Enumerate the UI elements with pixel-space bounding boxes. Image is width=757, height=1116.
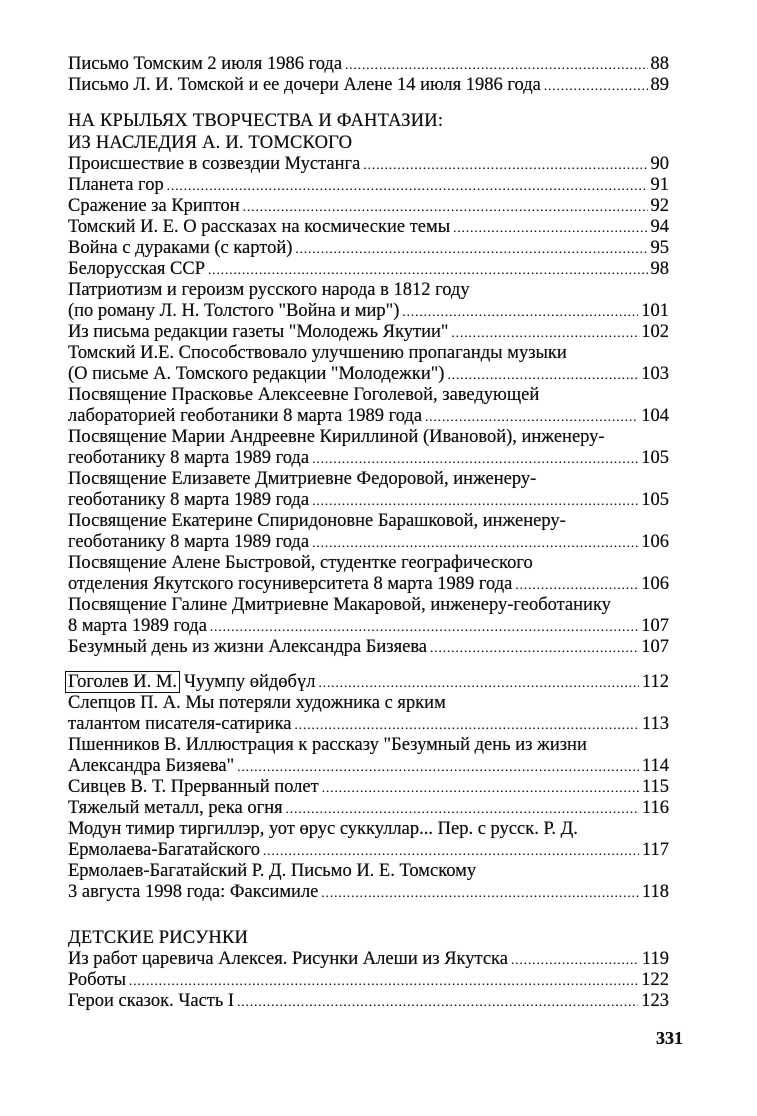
entry-page-number: 95	[650, 238, 669, 258]
entry-title-text: геоботанику 8 марта 1989 года	[68, 490, 310, 510]
entry-title	[68, 364, 444, 385]
entry-title	[68, 777, 319, 798]
entry-title-line: Посвящение Марии Андреевне Кириллиной (Ивановой), инженеру-	[68, 427, 605, 447]
entry-title-text: Томский И. Е. О рассказах на космические темы	[68, 217, 451, 237]
entry-title-row	[68, 637, 669, 658]
entry-page-number: 88	[650, 54, 669, 74]
toc-entry	[68, 970, 669, 991]
entry-title-row	[68, 616, 669, 637]
toc-section	[68, 54, 669, 96]
dot-leader	[312, 490, 638, 511]
entry-page-number: 103	[641, 364, 669, 384]
entry-page-number: 119	[641, 949, 669, 969]
entry-title-row	[68, 532, 669, 553]
entry-title-row	[68, 798, 669, 819]
entry-title	[68, 259, 205, 280]
toc-section	[68, 110, 669, 658]
entry-title	[68, 970, 126, 991]
entry-page-number: 107	[641, 637, 669, 657]
table-of-contents	[68, 54, 669, 1012]
entry-title	[68, 756, 234, 777]
toc-section	[68, 927, 669, 1012]
entry-title-line: Ермолаев-Багатайский Р. Д. Письмо И. Е. Томскому	[68, 861, 477, 881]
toc-entry	[68, 511, 669, 553]
dot-leader	[318, 672, 638, 693]
entry-title	[68, 574, 512, 595]
toc-entry	[68, 385, 669, 427]
toc-entry	[68, 861, 669, 903]
toc-entry	[68, 427, 669, 469]
toc-entry	[68, 672, 669, 693]
entry-title-text: (О письме А. Томского редакции "Молодежки")	[68, 364, 445, 384]
entry-page-number: 90	[650, 154, 669, 174]
entry-title-row	[68, 175, 669, 196]
entry-title-row	[68, 574, 669, 595]
entry-title-text: Ермолаева-Багатайского	[68, 840, 260, 860]
entry-title-row	[68, 406, 669, 427]
dot-leader	[286, 798, 639, 819]
entry-title-text: Из работ царевича Алексея. Рисунки Алеши из Якутска	[68, 949, 508, 969]
dot-leader	[237, 756, 639, 777]
entry-page-number: 123	[641, 991, 669, 1011]
entry-title-line: Посвящение Алене Быстровой, студентке географического	[68, 553, 533, 573]
section-heading: ДЕТСКИЕ РИСУНКИ	[68, 928, 249, 948]
entry-title	[68, 637, 427, 658]
entry-title	[68, 196, 240, 217]
entry-title-row	[68, 756, 669, 777]
entry-title-line: Томский И.Е. Способствовало улучшению пропаганды музыки	[68, 343, 567, 363]
entry-page-number: 94	[650, 217, 669, 237]
dot-leader	[167, 175, 648, 196]
toc-entry	[68, 777, 669, 798]
entry-title-row	[68, 672, 669, 693]
page-number: 331	[656, 1028, 683, 1048]
entry-page-number: 91	[650, 175, 669, 195]
toc-entry	[68, 175, 669, 196]
entry-page-number: 122	[641, 970, 669, 990]
entry-title-row	[68, 301, 669, 322]
entry-page-number: 106	[641, 574, 669, 594]
entry-title-row	[68, 714, 669, 735]
entry-title	[68, 406, 422, 427]
entry-title	[68, 991, 234, 1012]
entry-title-line: Пшенников В. Иллюстрация к рассказу "Безумный день из жизни	[68, 735, 587, 755]
entry-page-number: 102	[641, 322, 669, 342]
toc-entry	[68, 949, 669, 970]
entry-title-row	[68, 54, 669, 75]
entry-title	[68, 840, 260, 861]
dot-leader	[452, 322, 639, 343]
entry-title-text: геоботанику 8 марта 1989 года	[68, 532, 310, 552]
entry-title-text: Война с дураками (с картой)	[68, 238, 293, 258]
entry-title	[68, 75, 541, 96]
entry-title-text: Из письма редакции газеты "Молодежь Якутии"	[68, 322, 449, 342]
entry-page-number: 98	[650, 259, 669, 279]
entry-title-row	[68, 840, 669, 861]
toc-entry	[68, 217, 669, 238]
section-heading: НА КРЫЛЬЯХ ТВОРЧЕСТВА И ФАНТАЗИИ:	[68, 111, 444, 131]
dot-leader	[402, 301, 638, 322]
entry-title	[68, 532, 309, 553]
entry-page-number: 112	[641, 672, 669, 692]
entry-title-line: Патриотизм и героизм русского народа в 1812 году	[68, 280, 470, 300]
entry-title-row	[68, 882, 669, 903]
entry-title-row	[68, 970, 669, 991]
toc-entry	[68, 280, 669, 322]
entry-page-number: 105	[641, 490, 669, 510]
toc-entry	[68, 637, 669, 658]
entry-title-text: Чуумпу өйдөбүл	[183, 672, 316, 692]
entry-title-row	[68, 364, 669, 385]
entry-title	[68, 490, 309, 511]
entry-title-line: Посвящение Екатерине Спиридоновне Барашковой, инженеру-	[68, 511, 566, 531]
toc-entry	[68, 553, 669, 595]
toc-entry	[68, 259, 669, 280]
entry-page-number: 101	[641, 301, 669, 321]
entry-title-text: Сивцев В. Т. Прерванный полет	[68, 777, 319, 797]
entry-title-line: Посвящение Елизавете Дмитриевне Федоровой, инженеру-	[68, 469, 537, 489]
dot-leader	[295, 714, 639, 735]
dot-leader	[453, 217, 647, 238]
toc-entry	[68, 238, 669, 259]
entry-title-text: Тяжелый металл, река огня	[68, 798, 283, 818]
dot-leader	[515, 574, 638, 595]
entry-title-text: лабораторией геоботаники 8 марта 1989 года	[68, 406, 423, 426]
entry-title-row	[68, 949, 669, 970]
entry-title-text: геоботанику 8 марта 1989 года	[68, 448, 310, 468]
entry-title-line: Слепцов П. А. Мы потеряли художника с ярким	[68, 693, 446, 713]
entry-title	[68, 949, 508, 970]
entry-page-number: 106	[641, 532, 669, 552]
entry-title-text: (по роману Л. Н. Толстого "Война и мир")	[68, 301, 400, 321]
entry-title	[68, 301, 399, 322]
dot-leader	[544, 75, 648, 96]
dot-leader	[447, 364, 638, 385]
dot-leader	[312, 448, 638, 469]
entry-title	[68, 714, 292, 735]
dot-leader	[129, 970, 638, 991]
dot-leader	[322, 777, 639, 798]
entry-title	[68, 448, 309, 469]
toc-entry	[68, 819, 669, 861]
entry-page-number: 114	[641, 756, 669, 776]
entry-page-number: 115	[641, 777, 669, 797]
toc-entry	[68, 196, 669, 217]
entry-title	[68, 322, 449, 343]
entry-title	[68, 175, 164, 196]
entry-title	[68, 238, 292, 259]
dot-leader	[345, 54, 647, 75]
entry-title-row	[68, 777, 669, 798]
entry-title-text: Письмо Л. И. Томской и ее дочери Алене 14 июля 1986 года	[68, 75, 541, 95]
entry-page-number: 92	[650, 196, 669, 216]
toc-entry	[68, 735, 669, 777]
entry-title-text: Александра Бизяева"	[68, 756, 235, 776]
toc-entry	[68, 693, 669, 735]
entry-title-row	[68, 448, 669, 469]
entry-title	[68, 672, 315, 693]
dot-leader	[312, 532, 638, 553]
toc-entry	[68, 595, 669, 637]
dot-leader	[208, 259, 647, 280]
entry-title-text: Происшествие в созвездии Мустанга	[68, 154, 361, 174]
entry-title-row	[68, 75, 669, 96]
entry-page-number: 116	[641, 798, 669, 818]
dot-leader	[511, 949, 639, 970]
entry-title-line: Модун тимир тиргиллэр, уот өрус суккуллар... Пер. с русск. Р. Д.	[68, 819, 578, 839]
entry-title-row	[68, 238, 669, 259]
entry-title-row	[68, 490, 669, 511]
entry-title-text: талантом писателя-сатирика	[68, 714, 292, 734]
entry-page-number: 105	[641, 448, 669, 468]
entry-title	[68, 54, 342, 75]
entry-page-number: 117	[641, 840, 669, 860]
entry-title-line: Посвящение Галине Дмитриевне Макаровой, инженеру-геоботанику	[68, 595, 611, 615]
toc-entry	[68, 154, 669, 175]
toc-entry	[68, 343, 669, 385]
dot-leader	[295, 238, 647, 259]
toc-entry	[68, 322, 669, 343]
entry-page-number: 107	[641, 616, 669, 636]
entry-title-row	[68, 991, 669, 1012]
entry-page-number: 104	[641, 406, 669, 426]
entry-title-text: Герои сказок. Часть I	[68, 991, 235, 1011]
entry-author-boxed: Гоголев И. М.	[65, 671, 180, 693]
toc-entry	[68, 798, 669, 819]
entry-title-row	[68, 154, 669, 175]
dot-leader	[210, 616, 638, 637]
dot-leader	[363, 154, 647, 175]
section-heading: ИЗ НАСЛЕДИЯ А. И. ТОМСКОГО	[68, 133, 353, 153]
entry-title	[68, 217, 450, 238]
dot-leader	[237, 991, 638, 1012]
entry-title-text: Письмо Томским 2 июля 1986 года	[68, 54, 343, 74]
entry-page-number: 118	[641, 882, 669, 902]
entry-title-text: Безумный день из жизни Александра Бизяева	[68, 637, 428, 657]
entry-title-row	[68, 196, 669, 217]
dot-leader	[430, 637, 638, 658]
dot-leader	[321, 882, 639, 903]
entry-title-text: 3 августа 1998 года: Факсимиле	[68, 882, 319, 902]
entry-title-text: Сражение за Криптон	[68, 196, 240, 216]
entry-title-text: Планета гор	[68, 175, 164, 195]
entry-page-number: 89	[650, 75, 669, 95]
entry-title-text: отделения Якутского госуниверситета 8 марта 1989 года	[68, 574, 513, 594]
toc-section	[68, 672, 669, 903]
entry-title-row	[68, 217, 669, 238]
dot-leader	[243, 196, 648, 217]
entry-title-text: Роботы	[68, 970, 127, 990]
toc-entry	[68, 54, 669, 75]
toc-entry	[68, 75, 669, 96]
entry-title-row	[68, 259, 669, 280]
entry-title-line: Посвящение Прасковье Алексеевне Гоголевой, заведующей	[68, 385, 540, 405]
dot-leader	[425, 406, 638, 427]
entry-title	[68, 154, 360, 175]
toc-entry	[68, 991, 669, 1012]
entry-title-row	[68, 322, 669, 343]
entry-title	[68, 882, 318, 903]
entry-title-text: Белорусская ССР	[68, 259, 206, 279]
entry-title	[68, 798, 283, 819]
entry-title-text: 8 марта 1989 года	[68, 616, 207, 636]
entry-title	[68, 616, 207, 637]
dot-leader	[263, 840, 639, 861]
toc-entry	[68, 469, 669, 511]
entry-page-number: 113	[641, 714, 669, 734]
